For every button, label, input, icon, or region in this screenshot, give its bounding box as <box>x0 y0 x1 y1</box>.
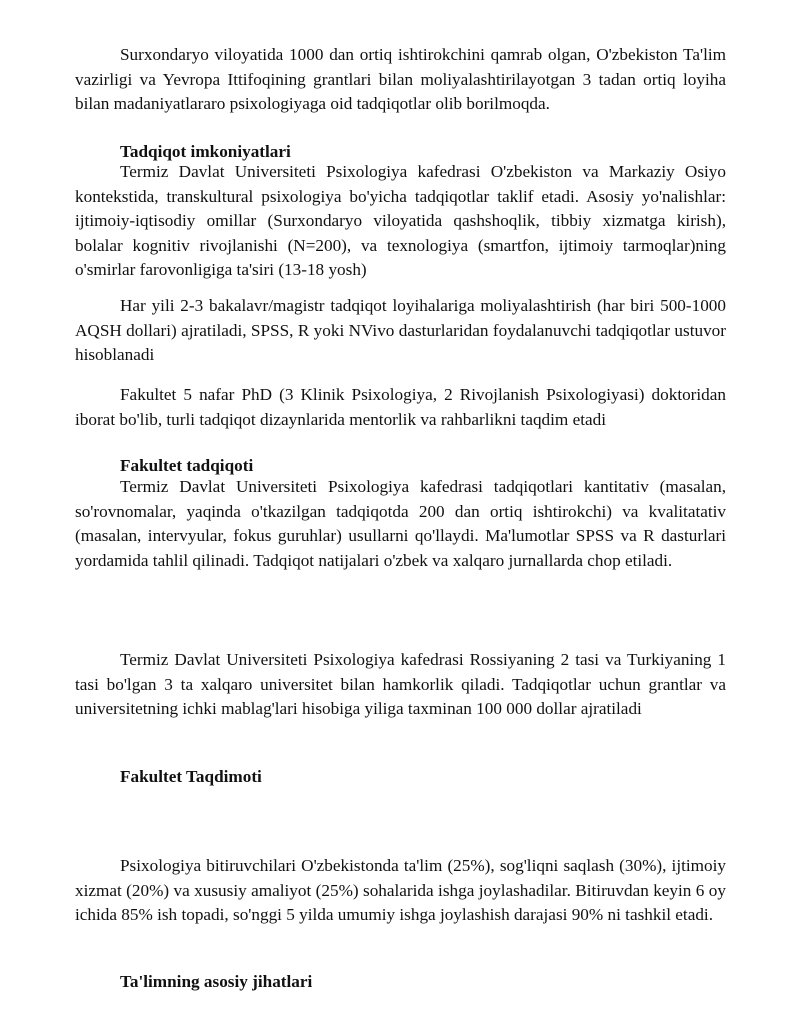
research-opportunities-paragraph-2: Har yili 2-3 bakalavr/magistr tadqiqot loyihalariga moliyalashtirish (har biri 500-1000 AQSH dollari) ajratiladi, SPSS, R yoki NVivo dasturlaridan foydalanuvchi tadqiqotlar ustuvor hisoblanadi <box>75 296 726 364</box>
faculty-research-paragraph-2: Termiz Davlat Universiteti Psixologiya kafedrasi Rossiyaning 2 tasi va Turkiyaning 1 tasi bo'lgan 3 ta xalqaro universitet bilan hamkorlik qiladi. Tadqiqotlar uchun grantlar va universitetning ichki mablag'lari hisobiga yiliga taxminan 100 000 dollar ajratiladi <box>75 650 726 718</box>
education-aspects-heading: Ta'limning asosiy jihatlari <box>120 972 313 991</box>
faculty-research-heading: Fakultet tadqiqoti <box>120 456 254 475</box>
research-opportunities-heading: Tadqiqot imkoniyatlari <box>120 142 291 161</box>
research-opportunities-paragraph-3: Fakultet 5 nafar PhD (3 Klinik Psixologiya, 2 Rivojlanish Psixologiyasi) doktoridan iborat bo'lib, turli tadqiqot dizaynlarida mentorlik va rahbarlikni taqdim etadi <box>75 385 726 429</box>
faculty-presentation-paragraph: Psixologiya bitiruvchilari O'zbekistonda ta'lim (25%), sog'liqni saqlash (30%), ijtimoiy xizmat (20%) va xususiy amaliyot (25%) sohalarida ishga joylashadilar. Bitiruvdan keyin 6 oy ichida 85% ish topadi, so'nggi 5 yilda umumiy ishga joylashish darajasi 90% ni tashkil etadi. <box>75 856 726 924</box>
faculty-research-paragraph-1: Termiz Davlat Universiteti Psixologiya kafedrasi tadqiqotlari kantitativ (masalan, so'rovnomalar, yaqinda o'tkazilgan tadqiqotda 200 dan ortiq ishtirokchi) va kvalitatativ (masalan, intervyular, fokus guruhlar) usullarni qo'llaydi. Ma'lumotlar SPSS va R dasturlari yordamida tahlil qilinadi. Tadqiqot natijalari o'zbek va xalqaro jurnallarda chop etiladi. <box>75 477 726 570</box>
faculty-presentation-heading: Fakultet Taqdimoti <box>120 767 262 786</box>
intro-paragraph: Surxondaryo viloyatida 1000 dan ortiq ishtirokchini qamrab olgan, O'zbekiston Ta'lim vazirligi va Yevropa Ittifoqining grantlari bilan moliyalashtirilayotgan 3 tadan ortiq loyiha bilan madaniyatlararo psixologiyaga oid tadqiqotlar olib borilmoqda. <box>75 45 726 113</box>
research-opportunities-paragraph-1: Termiz Davlat Universiteti Psixologiya kafedrasi O'zbekiston va Markaziy Osiyo kontekstida, transkultural psixologiya bo'yicha tadqiqotlar taklif etadi. Asosiy yo'nalishlar: ijtimoiy-iqtisodiy omillar (Surxondaryo viloyatida qashshoqlik, tibbiy xizmatga kirish), bolalar kognitiv rivojlanishi (N=200), va texnologiya (smartfon, ijtimoiy tarmoqlar)ning o'smirlar farovonligiga ta'siri (13-18 yosh) <box>75 162 726 279</box>
